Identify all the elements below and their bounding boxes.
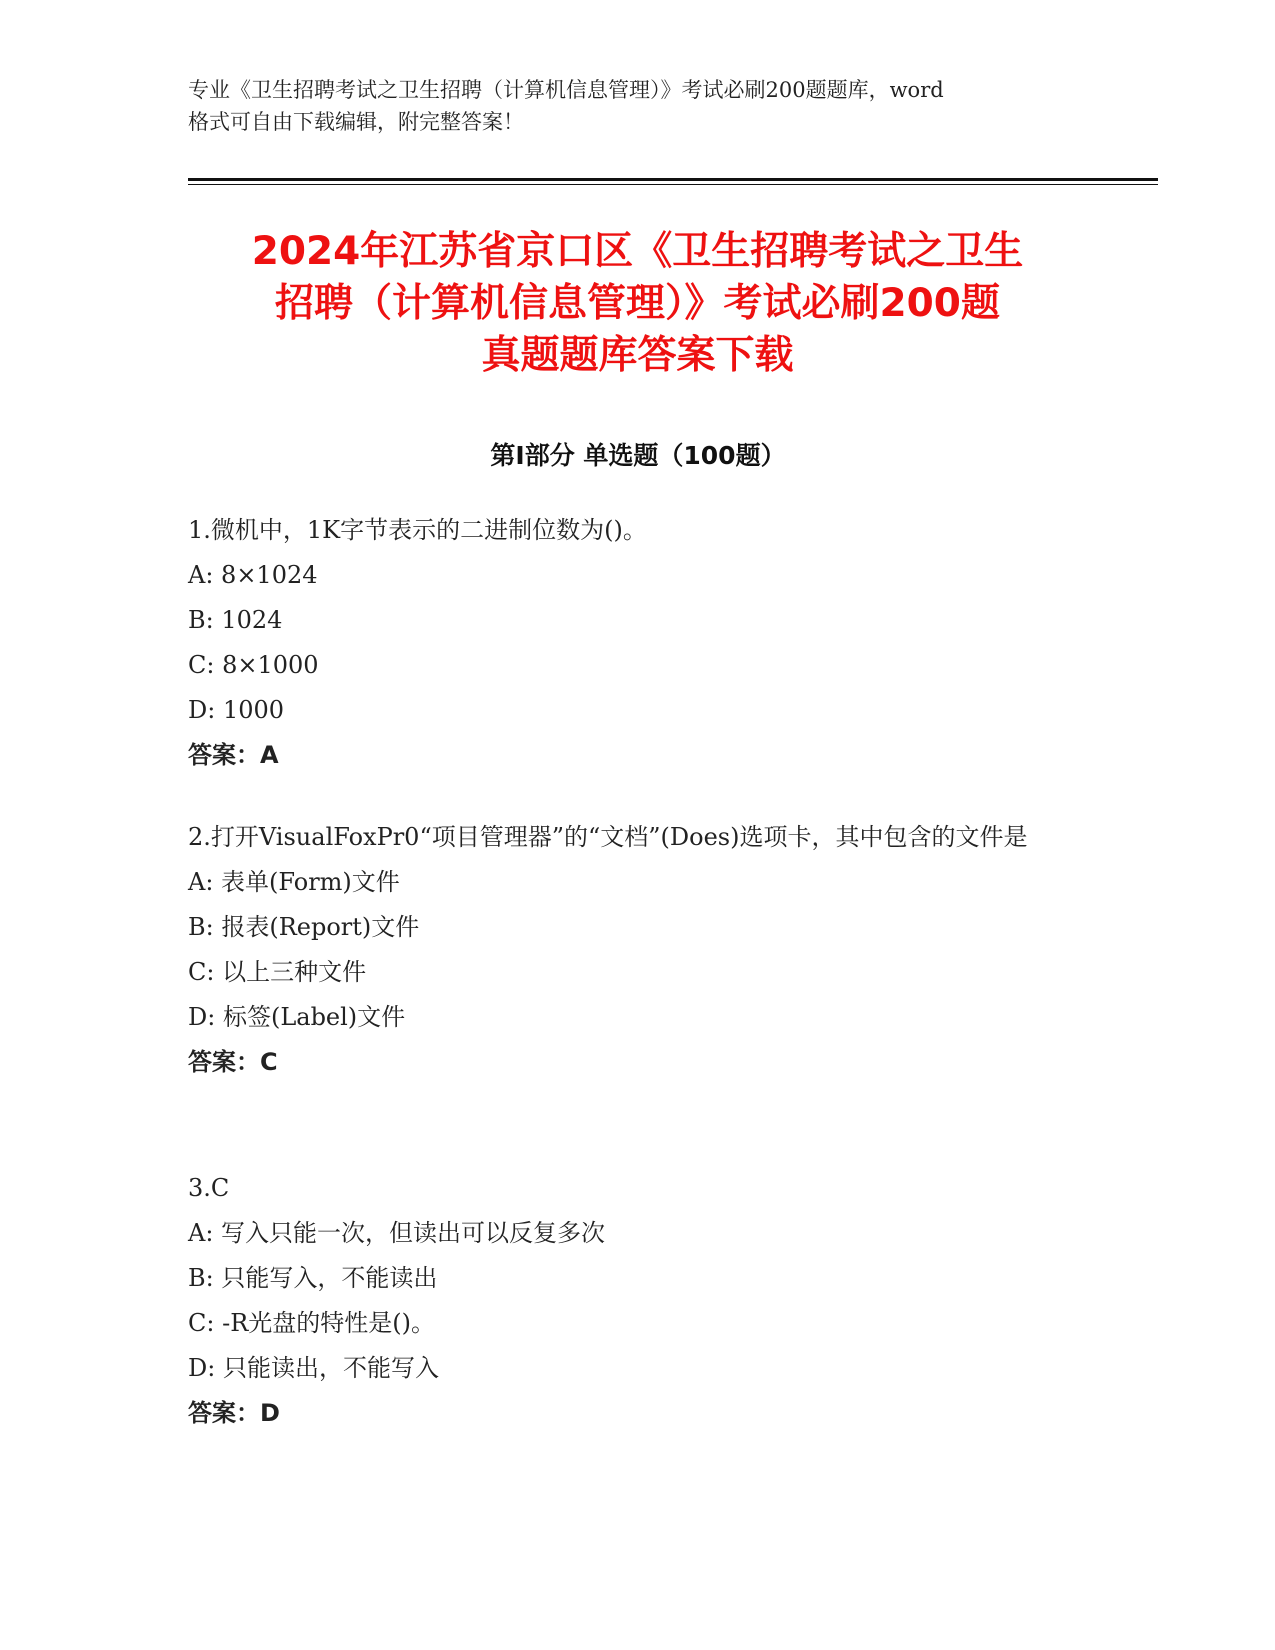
section-title: 第Ⅰ部分 单选题（100题）: [490, 441, 786, 470]
question-3: [188, 1166, 1078, 1436]
option-b: B: 报表(Report)文件: [188, 913, 420, 941]
option-d: D: 标签(Label)文件: [188, 1003, 406, 1031]
option-c: C: 8×1000: [188, 651, 319, 679]
option-d: D: 只能读出，不能写入: [188, 1354, 439, 1382]
option-c: C: -R光盘的特性是()。: [188, 1309, 435, 1337]
answer-line: 答案：A: [188, 741, 279, 769]
option-a: A: 写入只能一次，但读出可以反复多次: [188, 1219, 606, 1247]
header-divider-thin: [188, 184, 1158, 185]
question-stem: 2.打开VisualFoxPr0“项目管理器”的“文档”(Does)选项卡，其中包含的文件是: [188, 823, 1028, 851]
header-note-line-1: 专业《卫生招聘考试之卫生招聘（计算机信息管理）》考试必刷200题题库，word: [188, 78, 944, 102]
header-note-line-2: 格式可自由下载编辑，附完整答案！: [188, 110, 524, 134]
question-stem: 3.C: [188, 1174, 230, 1202]
document-title-line-3: 真题题库答案下载: [481, 333, 794, 378]
document-title-line-1: 2024年江苏省京口区《卫生招聘考试之卫生: [251, 229, 1024, 274]
question-stem: 1.微机中，1K字节表示的二进制位数为()。: [188, 516, 647, 544]
option-b: B: 只能写入，不能读出: [188, 1264, 438, 1292]
option-b: B: 1024: [188, 606, 283, 634]
question-1: [188, 508, 1078, 778]
document-title: [160, 226, 1115, 382]
option-d: D: 1000: [188, 696, 285, 724]
option-a: A: 8×1024: [188, 561, 318, 589]
question-2: [188, 815, 1078, 1085]
document-title-line-2: 招聘（计算机信息管理）》考试必刷200题: [275, 281, 1000, 326]
option-a: A: 表单(Form)文件: [188, 868, 400, 896]
option-c: C: 以上三种文件: [188, 958, 367, 986]
header-note: [188, 74, 1098, 138]
answer-line: 答案：C: [188, 1048, 278, 1076]
answer-line: 答案：D: [188, 1399, 280, 1427]
header-divider-thick: [188, 178, 1158, 181]
